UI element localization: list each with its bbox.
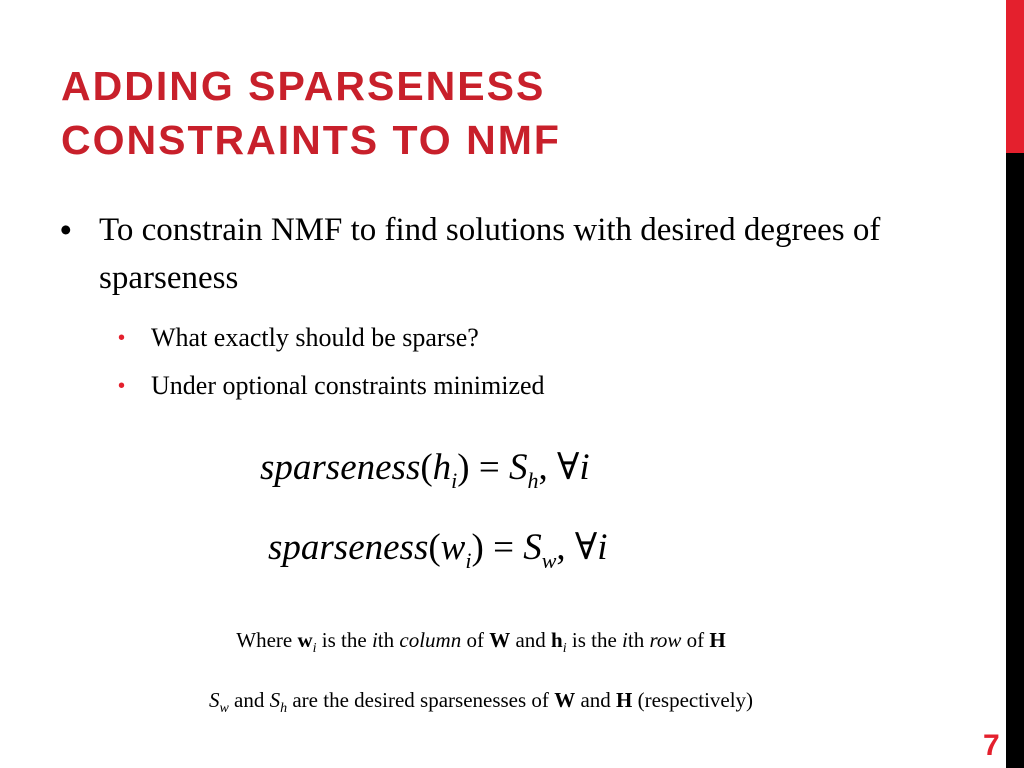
bullet-main-text: To constrain NMF to find solutions with desired degrees of sparseness xyxy=(99,212,881,296)
note-text: and xyxy=(510,628,552,652)
formula-sparseness-h xyxy=(260,446,590,493)
sub-bullet-1-text: What exactly should be sparse? xyxy=(151,323,479,352)
sub-bullet-1 xyxy=(118,320,818,356)
note-symbol-W: W xyxy=(554,688,576,712)
note-italic-i: i xyxy=(371,628,378,652)
formula-rhs-sub: h xyxy=(527,468,539,493)
note-text: of xyxy=(461,628,490,652)
slide-title xyxy=(61,59,961,167)
note-text: th xyxy=(377,628,400,652)
formula-var: h xyxy=(432,447,452,488)
note-symbol-h: h xyxy=(551,628,563,652)
forall-icon: ∀ xyxy=(557,447,580,488)
formula-index: i xyxy=(579,447,590,488)
formula-sparseness-w xyxy=(268,526,608,573)
note-definitions xyxy=(0,626,962,654)
note-text: (respectively) xyxy=(632,688,754,712)
note-text: of xyxy=(681,628,710,652)
slide-title-line-2: CONSTRAINTS TO NMF xyxy=(61,117,561,163)
formula-func: sparseness xyxy=(260,447,421,488)
formula-var-sub: i xyxy=(451,468,458,493)
note-text: are the desired sparsenesses of xyxy=(287,688,555,712)
note-text: is the xyxy=(316,628,372,652)
note-text: is the xyxy=(566,628,623,652)
formula-paren-open: ( xyxy=(428,527,441,568)
formula-equals: = xyxy=(469,447,509,488)
side-accent-bar-black xyxy=(1006,153,1024,768)
note-italic-row: row xyxy=(649,628,682,652)
formula-rhs: S xyxy=(523,527,542,568)
note-italic-column: column xyxy=(399,628,462,652)
formula-rhs: S xyxy=(509,447,528,488)
formula-comma: , xyxy=(538,447,557,488)
sub-bullet-dot-icon: • xyxy=(118,327,126,349)
formula-var: w xyxy=(440,527,466,568)
note-subscript: w xyxy=(219,701,229,716)
formula-paren-close: ) xyxy=(457,447,470,488)
formula-rhs-sub: w xyxy=(541,548,557,573)
note-text: th xyxy=(627,628,650,652)
note-text: Where xyxy=(236,628,298,652)
forall-icon: ∀ xyxy=(574,527,598,568)
note-subscript: i xyxy=(562,641,567,656)
formula-paren-open: ( xyxy=(420,447,433,488)
sub-bullet-2 xyxy=(118,368,818,404)
page-number: 7 xyxy=(983,729,1000,762)
note-symbol-H: H xyxy=(709,628,726,652)
note-symbol-H: H xyxy=(616,688,633,712)
note-italic-i: i xyxy=(622,628,628,652)
sub-bullet-dot-icon: • xyxy=(118,375,126,397)
slide-title-line-1: ADDING SPARSENESS xyxy=(61,63,546,109)
note-symbol-w: w xyxy=(297,628,313,652)
note-subscript: i xyxy=(312,641,317,656)
note-sparseness-targets xyxy=(0,686,962,714)
side-accent-bar-red xyxy=(1006,0,1024,153)
note-symbol-W: W xyxy=(489,628,511,652)
note-symbol-S: S xyxy=(269,688,281,712)
formula-paren-close: ) xyxy=(471,527,484,568)
formula-comma: , xyxy=(556,527,575,568)
bullet-dot-icon: • xyxy=(60,211,72,248)
formula-func: sparseness xyxy=(268,527,429,568)
note-subscript: h xyxy=(280,701,288,716)
formula-equals: = xyxy=(483,527,524,568)
formula-index: i xyxy=(597,527,608,568)
bullet-main xyxy=(60,206,920,302)
sub-bullet-2-text: Under optional constraints minimized xyxy=(151,371,545,400)
formula-var-sub: i xyxy=(465,548,472,573)
note-symbol-S: S xyxy=(208,688,220,712)
note-text: and xyxy=(575,688,617,712)
note-text: and xyxy=(228,688,270,712)
